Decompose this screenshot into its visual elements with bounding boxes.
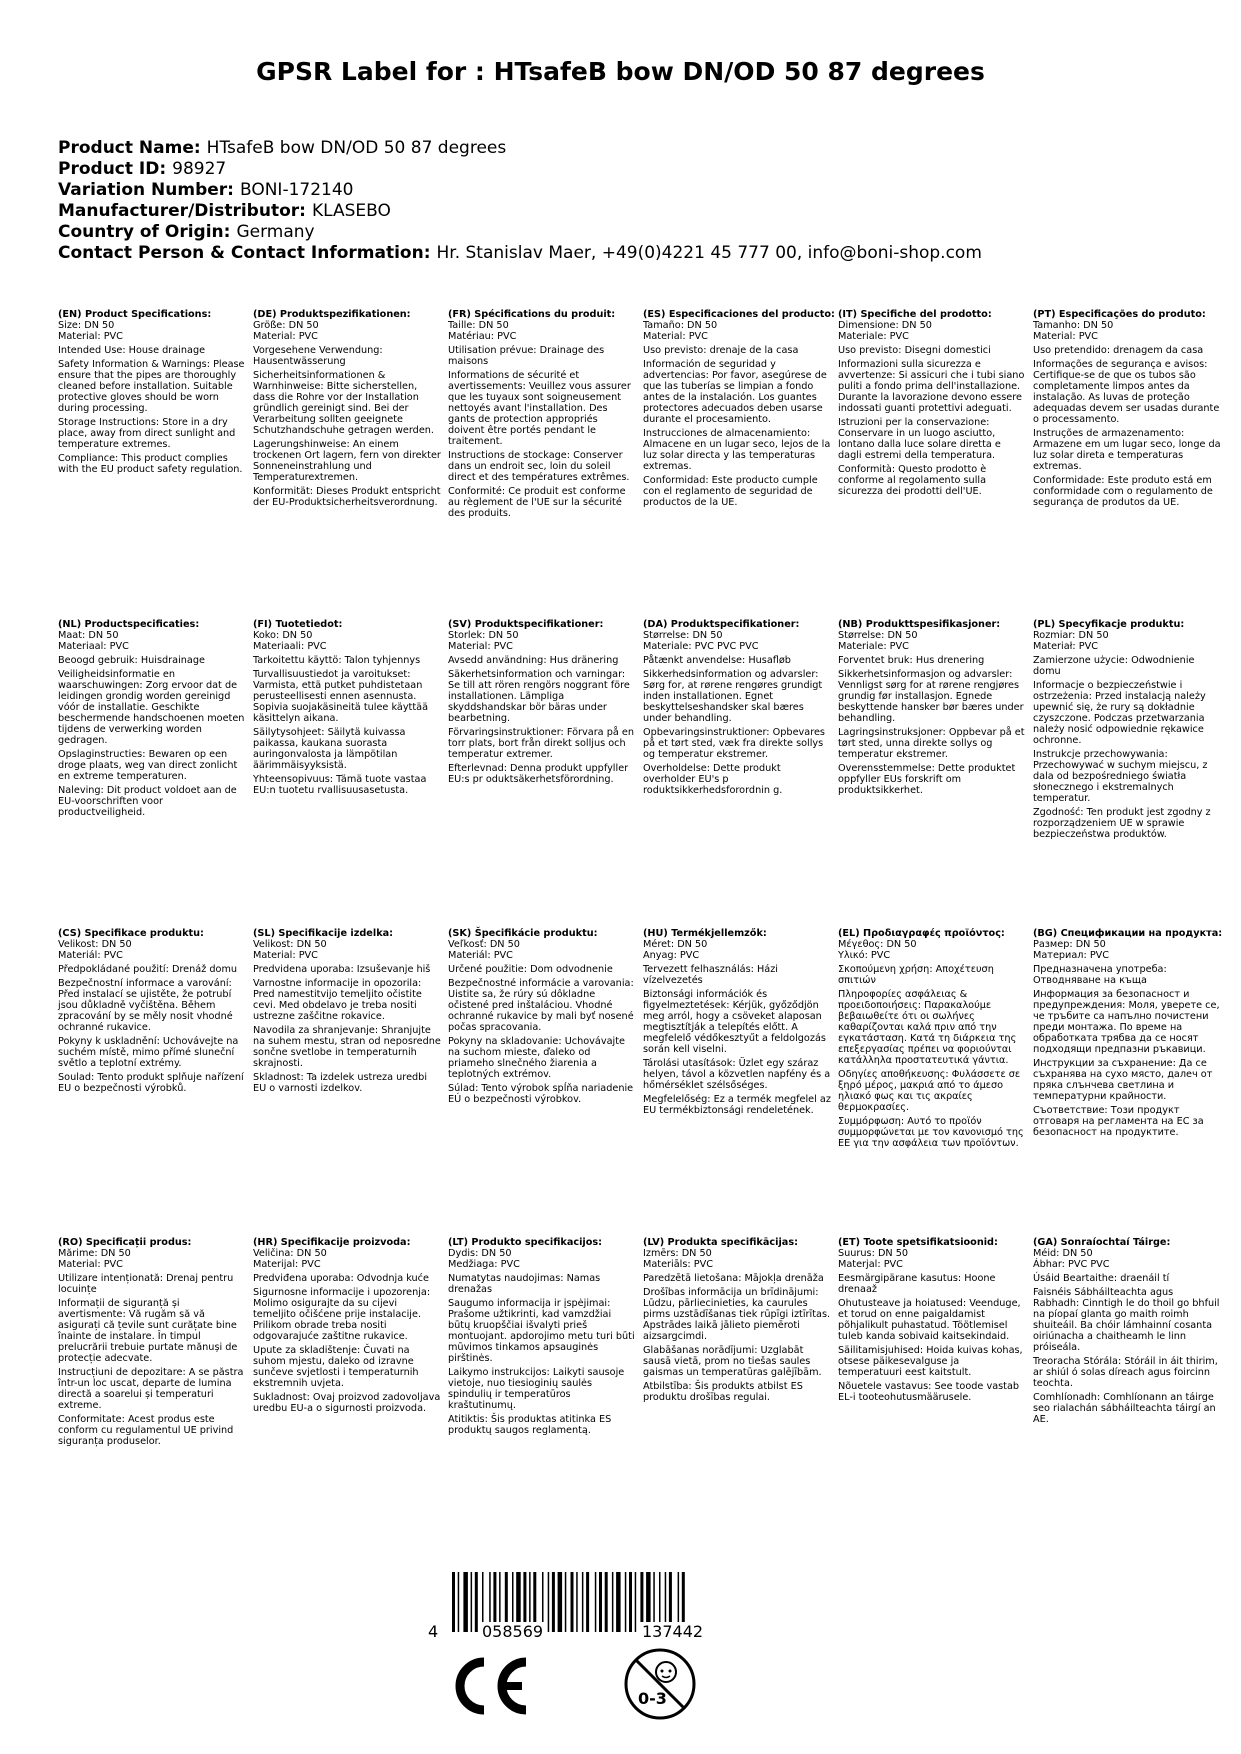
spec-line: Μέγεθος: DN 50: [838, 939, 917, 950]
spec-line: Eesmärgipärane kasutus: Hoone drenaaž: [838, 1273, 996, 1295]
spec-line: Materiale: PVC: [838, 641, 909, 652]
spec-section: [838, 928, 1026, 1149]
info-label: Variation Number:: [58, 180, 234, 200]
spec-line: Glabāšanas norādījumi: Uzglabāt sausā vietā, prom no tiešas saules gaismas un temperatūras galējībām.: [643, 1345, 822, 1378]
spec-line: Sigurnosne informacije i upozorenja: Molimo osigurajte da su cijevi temeljito očišćene prije instalacije. Prilikom obrade treba nositi odgovarajuće zaštitne rukavice.: [253, 1287, 431, 1342]
spec-line: Méret: DN 50: [643, 939, 708, 950]
spec-line: Atitiktis: Šis produktas atitinka ES produktų saugos reglamentą.: [448, 1414, 612, 1436]
spec-line: Materiał: PVC: [1033, 641, 1098, 652]
spec-line: Velikost: DN 50: [253, 939, 327, 950]
spec-line: Größe: DN 50: [253, 320, 319, 331]
spec-section: [448, 928, 636, 1105]
spec-section: [58, 1237, 246, 1447]
spec-line: Biztonsági információk és figyelmeztetések: Kérjük, győződjön meg arról, hogy a csöveket alaposan megtisztítják a telepítés előtt. A megfelelő védőkesztyűt a feldolgozás során kell viselni.: [643, 989, 826, 1055]
spec-line: Materjal: PVC: [838, 1259, 903, 1270]
spec-line: Koko: DN 50: [253, 630, 313, 641]
spec-section: [838, 1237, 1026, 1403]
spec-heading: (DE) Produktspezifikationen:: [253, 309, 411, 320]
spec-line: Overholdelse: Dette produkt overholder EU's p roduktsikkerhedsforordnin g.: [643, 763, 783, 796]
spec-line: Atbilstība: Šis produkts atbilst ES produktu drošības regulai.: [643, 1381, 803, 1403]
spec-line: Velikost: DN 50: [58, 939, 132, 950]
spec-line: Istruzioni per la conservazione: Conservare in un luogo asciutto, lontano dalla luce solare diretta e dagli estremi della temperatura.: [838, 417, 1001, 461]
spec-line: Bezpečnostné informácie a varovania: Uistite sa, že rúry sú dôkladne očistené pred inštaláciou. Vhodné ochranné rukavice by mali byť nosené počas spracovania.: [448, 978, 634, 1033]
spec-line: Sukladnost: Ovaj proizvod zadovoljava uredbu EU-a o sigurnosti proizvoda.: [253, 1392, 441, 1414]
spec-line: Bezpečnostní informace a varování: Před instalací se ujistěte, že potrubí jsou důkladně vyčištěna. Během zpracování by se měly nosit vhodné ochranné rukavice.: [58, 978, 233, 1033]
spec-line: Matériau: PVC: [448, 331, 517, 342]
spec-line: Upute za skladištenje: Čuvati na suhom mjestu, daleko od izravne sunčeve svjetlosti i temperaturnih ekstremnih uvjeta.: [253, 1345, 419, 1389]
spec-line: Opbevaringsinstruktioner: Opbevares på et tørt sted, væk fra direkte sollys og temperatur ekstremer.: [643, 727, 825, 760]
spec-line: Zgodność: Ten produkt jest zgodny z rozporządzeniem UE w sprawie bezpieczeństwa produktów.: [1033, 807, 1211, 840]
spec-line: Compliance: This product complies with the EU product safety regulation.: [58, 453, 243, 475]
spec-line: Drošības informācija un brīdinājumi: Lūdzu, pārliecinieties, ka caurules pirms uzstādīšanas tiek rūpīgi iztīrītas. Apstrādes laikā jālieto piemēroti aizsargcimdi.: [643, 1287, 831, 1342]
spec-line: Saugumo informacija ir įspėjimai: Prašome užtikrinti, kad vamzdžiai būtų kruopščiai išvalyti prieš montuojant. apdorojimo metu turi būti mūvimos tinkamos apsauginės pirštinės.: [448, 1298, 635, 1364]
spec-line: Varnostne informacije in opozorila: Pred namestitvijo temeljito očistite cevi. Med obdelavo je treba nositi ustrezne zaščitne rokavice.: [253, 978, 422, 1022]
spec-line: Material: PVC: [643, 331, 708, 342]
spec-section: [58, 928, 246, 1094]
info-row: [58, 138, 982, 159]
spec-line: Úsáid Beartaithe: draenáil tí: [1033, 1273, 1170, 1284]
spec-heading: (SL) Specifikacije izdelka:: [253, 928, 394, 939]
spec-section: [253, 1237, 441, 1414]
spec-section: [838, 309, 1026, 497]
spec-line: Veľkosť: DN 50: [448, 939, 520, 950]
spec-line: Předpokládané použití: Drenáž domu: [58, 964, 238, 975]
spec-section: [253, 928, 441, 1094]
spec-line: Uso previsto: Disegni domestici: [838, 345, 991, 356]
barcode-digit-group: 4: [428, 1622, 439, 1641]
spec-line: Informacje o bezpieczeństwie i ostrzeżenia: Przed instalacją należy upewnić się, że rury są dokładnie czyszczone. Podczas przetwarzania należy nosić odpowiednie rękawice ochronne.: [1033, 680, 1206, 746]
spec-heading: (RO) Specificații produs:: [58, 1237, 192, 1248]
spec-line: Material: PVC: [253, 950, 318, 961]
spec-line: Materiaali: PVC: [253, 641, 327, 652]
spec-line: Förvaringsinstruktioner: Förvara på en torr plats, bort från direkt solljus och temperatur extremer.: [448, 727, 634, 760]
spec-line: Storage Instructions: Store in a dry place, away from direct sunlight and temperature extremes.: [58, 417, 236, 450]
spec-line: Efterlevnad: Denna produkt uppfyller EU:s pr oduktsäkerhetsförordning.: [448, 763, 629, 785]
spec-line: Anyag: PVC: [643, 950, 700, 961]
spec-heading: (GA) Sonraíochtaí Táirge:: [1033, 1237, 1171, 1248]
spec-line: Dimensione: DN 50: [838, 320, 932, 331]
spec-line: Predvidena uporaba: Izsuševanje hiš: [253, 964, 431, 975]
barcode-digit-group: 058569: [482, 1622, 544, 1641]
spec-line: Forventet bruk: Hus drenering: [838, 655, 985, 666]
spec-line: Instruções de armazenamento: Armazene em um lugar seco, longe da luz solar direta e temperaturas extremas.: [1033, 428, 1221, 472]
spec-line: Beoogd gebruik: Huisdrainage: [58, 655, 205, 666]
spec-line: Størrelse: DN 50: [643, 630, 723, 641]
spec-line: Naleving: Dit product voldoet aan de EU-voorschriften voor productveiligheid.: [58, 785, 237, 818]
spec-line: Izmērs: DN 50: [643, 1248, 712, 1259]
spec-heading: (SK) Špecifikácie produktu:: [448, 928, 598, 939]
spec-line: Material: PVC: [58, 1259, 123, 1270]
spec-line: Určené použitie: Dom odvodnenie: [448, 964, 613, 975]
spec-line: Pokyny na skladovanie: Uchovávajte na suchom mieste, ďaleko od priameho slnečného žiarenia a teplotných extrémov.: [448, 1036, 625, 1080]
spec-heading: (EN) Product Specifications:: [58, 309, 212, 320]
spec-section: [58, 309, 246, 475]
spec-line: Sicherheitsinformationen & Warnhinweise: Bitte sicherstellen, dass die Rohre vor der Installation gründlich gereinigt sind. Bei der Verarbeitung sollten geeignete Schutzhandschuhe getragen werden.: [253, 370, 435, 436]
spec-line: Treoracha Stórála: Stóráil in áit thirim, ar shiúl ó solas díreach agus foircinn teochta.: [1033, 1356, 1218, 1389]
spec-line: Lagerungshinweise: An einem trockenen Ort lagern, fern von direkter Sonneneinstrahlung und Temperaturextremen.: [253, 439, 441, 483]
spec-line: Storlek: DN 50: [448, 630, 519, 641]
spec-line: Materiāls: PVC: [643, 1259, 713, 1270]
spec-heading: (FI) Tuotetiedot:: [253, 619, 343, 630]
spec-section: [643, 1237, 831, 1403]
spec-line: Material: PVC: [448, 641, 513, 652]
spec-line: Laikymo instrukcijos: Laikyti sausoje vietoje, nuo tiesioginių saulės spindulių ir temperatūros kraštutinumų.: [448, 1367, 625, 1411]
spec-heading: (NB) Produkttspesifikasjoner:: [838, 619, 1001, 630]
barcode-digits: [430, 1622, 755, 1644]
spec-line: Numatytas naudojimas: Namas drenažas: [448, 1273, 601, 1295]
spec-heading: (PL) Specyfikacje produktu:: [1033, 619, 1185, 630]
spec-line: Vorgesehene Verwendung: Hausentwässerung: [253, 345, 383, 367]
spec-line: Materiale: PVC PVC PVC: [643, 641, 759, 652]
spec-line: Material: PVC: [253, 331, 318, 342]
spec-line: Conformidade: Este produto está em conformidade com o regulamento de segurança de produtos da UE.: [1033, 475, 1213, 508]
page-title: GPSR Label for : HTsafeB bow DN/OD 50 87 degrees: [256, 57, 985, 86]
spec-line: Instrukcje przechowywania: Przechowywać w suchym miejscu, z dala od bezpośredniego światła słonecznego i ekstremalnych temperatur.: [1033, 749, 1208, 804]
spec-line: Navodila za shranjevanje: Shranjujte na suhem mestu, stran od neposredne sončne svetlobe in temperaturnih skrajnosti.: [253, 1025, 441, 1069]
info-value: BONI-172140: [239, 180, 354, 200]
info-label: Contact Person & Contact Information:: [58, 243, 431, 263]
spec-line: Megfelelőség: Ez a termék megfelel az EU termékbiztonsági rendeletének.: [643, 1094, 831, 1116]
spec-line: Materiál: PVC: [58, 950, 123, 961]
spec-heading: (LV) Produkta specifikācijas:: [643, 1237, 798, 1248]
spec-line: Conformità: Questo prodotto è conforme al regolamento sulla sicurezza dei prodotti dell'UE.: [838, 464, 987, 497]
spec-line: Medžiaga: PVC: [448, 1259, 520, 1270]
info-row: [58, 201, 982, 222]
spec-line: Súlad: Tento výrobok spĺňa nariadenie EÚ o bezpečnosti výrobkov.: [448, 1083, 634, 1105]
spec-heading: (PT) Especificações do produto:: [1033, 309, 1206, 320]
spec-heading: (DA) Produktspecifikationer:: [643, 619, 800, 630]
ce-mark-icon: [450, 1656, 532, 1716]
spec-line: Overensstemmelse: Dette produktet oppfyller EUs forskrift om produktsikkerhet.: [838, 763, 1016, 796]
spec-line: Rozmiar: DN 50: [1033, 630, 1109, 641]
spec-line: Съответствие: Този продукт отговаря на регламента на ЕС за безопасност на продуктите.: [1033, 1105, 1204, 1138]
info-value: KLASEBO: [311, 201, 391, 221]
spec-line: Tamanho: DN 50: [1033, 320, 1114, 331]
spec-heading: (CS) Specifikace produktu:: [58, 928, 204, 939]
spec-line: Material: PVC: [58, 331, 123, 342]
spec-section: [1033, 309, 1221, 508]
product-info: [58, 138, 982, 264]
spec-line: Maat: DN 50: [58, 630, 119, 641]
info-value: Germany: [236, 222, 315, 242]
spec-heading: (ES) Especificaciones del producto:: [643, 309, 835, 320]
spec-line: Informations de sécurité et avertissements: Veuillez vous assurer que les tuyaux sont soigneusement nettoyés avant l'installation. Des gants de protection appropriés doivent être portés pendant le traitement.: [448, 370, 631, 447]
spec-line: Veiligheidsinformatie en waarschuwingen: Zorg ervoor dat de leidingen grondig worden gereinigd vóór de installatie. Geschikte beschermende handschoenen moeten tijdens de verwerking worden gedragen.: [58, 669, 245, 746]
spec-section: [448, 309, 636, 519]
age-label: 0-3: [638, 1689, 667, 1708]
spec-line: Ohutusteave ja hoiatused: Veenduge, et torud on enne paigaldamist põhjalikult puhastatud. Töötlemisel tuleb kanda sobivaid kaitsekindaid.: [838, 1298, 1021, 1342]
spec-section: [838, 619, 1026, 796]
spec-line: Informazioni sulla sicurezza e avvertenze: Si assicuri che i tubi siano puliti a fondo prima dell'installazione. Durante la lavorazione devono essere indossati guanti protettivi adeguati.: [838, 359, 1025, 414]
spec-line: Materiál: PVC: [448, 950, 513, 961]
spec-line: Dydis: DN 50: [448, 1248, 512, 1259]
spec-line: Инструкции за съхранение: Да се съхранява на сухо място, далеч от пряка слънчева светлина и температурни крайности.: [1033, 1058, 1213, 1102]
spec-line: Lagringsinstruksjoner: Oppbevar på et tørt sted, unna direkte sollys og temperatur ekstremer.: [838, 727, 1025, 760]
spec-line: Påtænkt anvendelse: Husafløb: [643, 655, 791, 666]
spec-line: Veličina: DN 50: [253, 1248, 327, 1259]
spec-heading: (HU) Termékjellemzők:: [643, 928, 767, 939]
spec-line: Säkerhetsinformation och varningar: Se till att rören rengörs noggrant före installationen. Lämpliga skyddshandskar bör bäras under bearbetning.: [448, 669, 630, 724]
spec-heading: (BG) Спецификации на продукта:: [1033, 928, 1223, 939]
spec-line: Tarkoitettu käyttö: Talon tyhjennys: [253, 655, 421, 666]
spec-line: Υλικό: PVC: [838, 950, 891, 961]
spec-heading: (HR) Specifikacije proizvoda:: [253, 1237, 411, 1248]
spec-line: Konformität: Dieses Produkt entspricht der EU-Produktsicherheitsverordnung.: [253, 486, 441, 508]
spec-line: Размер: DN 50: [1033, 939, 1106, 950]
info-label: Manufacturer/Distributor:: [58, 201, 306, 221]
spec-line: Skladnost: Ta izdelek ustreza uredbi EU o varnosti izdelkov.: [253, 1072, 428, 1094]
info-row: [58, 159, 982, 180]
spec-line: Soulad: Tento produkt splňuje nařízení EU o bezpečnosti výrobků.: [58, 1072, 244, 1094]
spec-line: Informații de siguranță și avertismente: Vă rugăm să vă asigurați că țevile sunt curățate bine înainte de instalare. În timpul prelucrării trebuie purtate mănuși de protecție adecvate.: [58, 1298, 238, 1364]
spec-line: Nõuetele vastavus: See toode vastab EL-i tooteohutusmäärusele.: [838, 1381, 1020, 1403]
spec-line: Utilizare intenționată: Drenaj pentru locuințe: [58, 1273, 234, 1295]
spec-line: Materiale: PVC: [838, 331, 909, 342]
info-row: [58, 180, 982, 201]
spec-line: Materiaal: PVC: [58, 641, 129, 652]
info-label: Country of Origin:: [58, 222, 231, 242]
spec-section: [58, 619, 246, 818]
spec-heading: (LT) Produkto specifikacijos:: [448, 1237, 603, 1248]
spec-section: [643, 309, 835, 508]
spec-line: Pokyny k uskladnění: Uchovávejte na suchém místě, mimo přímé sluneční světlo a teplotní extrémy.: [58, 1036, 239, 1069]
spec-line: Mărime: DN 50: [58, 1248, 131, 1259]
spec-line: Turvallisuustiedot ja varoitukset: Varmista, että putket puhdistetaan perusteellisesti ennen asennusta. Sopivia suojakäsineitä tulee käyttää käsittelyn aikana.: [253, 669, 429, 724]
info-label: Product Name:: [58, 138, 201, 158]
spec-line: Säilitamisjuhised: Hoida kuivas kohas, otsese päikesevalguse ja temperatuuri eest kaitstult.: [838, 1345, 1023, 1378]
spec-line: Faisnéis Sábháilteachta agus Rabhadh: Cinntigh le do thoil go bhfuil na píopaí glanta go maith roimh shuiteáil. Ba chóir lámhainní cosanta oiriúnacha a chaitheamh le linn próiseála.: [1033, 1287, 1220, 1353]
spec-line: Uso previsto: drenaje de la casa: [643, 345, 799, 356]
barcode-digit-group: 137442: [642, 1622, 704, 1641]
spec-line: Συμμόρφωση: Αυτό το προϊόν συμμορφώνεται με τον κανονισμό της ΕΕ για την ασφάλεια των προϊόντων.: [838, 1116, 1024, 1149]
spec-line: Safety Information & Warnings: Please ensure that the pipes are thoroughly cleaned before installation. Suitable protective gloves should be worn during processing.: [58, 359, 245, 414]
spec-line: Tamaño: DN 50: [643, 320, 718, 331]
spec-section: [253, 309, 441, 508]
spec-line: Instrucciones de almacenamiento: Almacene en un lugar seco, lejos de la luz solar directa y las temperaturas extremas.: [643, 428, 831, 472]
info-value: Hr. Stanislav Maer, +49(0)4221 45 777 00, info@boni-shop.com: [436, 243, 982, 263]
spec-line: Conformitate: Acest produs este conform cu regulamentul UE privind siguranța produselor.: [58, 1414, 234, 1447]
spec-line: Πληροφορίες ασφάλειας & προειδοποιήσεις: Παρακαλούμε βεβαιωθείτε ότι οι σωλήνες καθαρίζονται καλά πριν από την εγκατάσταση. Κατά τη διάρκεια της επεξεργασίας πρέπει να φοριούνται κατάλληλα προστατευτικά γάντια.: [838, 989, 1017, 1066]
spec-heading: (ET) Toote spetsifikatsioonid:: [838, 1237, 998, 1248]
not-for-age-0-3-icon: [622, 1646, 698, 1722]
spec-line: Méid: DN 50: [1033, 1248, 1093, 1259]
spec-line: Intended Use: House drainage: [58, 345, 206, 356]
info-value: 98927: [172, 159, 227, 179]
spec-line: Suurus: DN 50: [838, 1248, 909, 1259]
spec-line: Paredzētā lietošana: Mājokļa drenāža: [643, 1273, 824, 1284]
spec-line: Instructions de stockage: Conserver dans un endroit sec, loin du soleil direct et des températures extrêmes.: [448, 450, 630, 483]
spec-section: [1033, 928, 1221, 1138]
spec-section: [643, 928, 831, 1116]
info-row: [58, 222, 982, 243]
spec-line: Avsedd användning: Hus dränering: [448, 655, 619, 666]
spec-line: Material: PVC: [1033, 331, 1098, 342]
spec-line: Zamierzone użycie: Odwodnienie domu: [1033, 655, 1195, 677]
info-label: Product ID:: [58, 159, 167, 179]
spec-line: Información de seguridad y advertencias: Por favor, asegúrese de que las tuberías se limpian a fondo antes de la instalación. Los guantes protectores adecuados deben usarse durante el procesamiento.: [643, 359, 827, 425]
spec-line: Conformidad: Este producto cumple con el reglamento de seguridad de productos de la UE.: [643, 475, 818, 508]
spec-section: [1033, 619, 1221, 840]
spec-line: Uso pretendido: drenagem da casa: [1033, 345, 1204, 356]
spec-line: Säilytysohjeet: Säilytä kuivassa paikassa, kaukana suorasta auringonvalosta ja lämpötilan äärimmäisyyksistä.: [253, 727, 406, 771]
spec-line: Sikkerhedsinformation og advarsler: Sørg for, at rørene rengøres grundigt inden installationen. Egnet beskyttelseshandsker skal bæres under behandling.: [643, 669, 823, 724]
spec-line: Информация за безопасност и предупреждения: Моля, уверете се, че тръбите са напълно почистени преди монтажа. По време на обработката трябва да се носят подходящи предпазни ръкавици.: [1033, 989, 1220, 1055]
spec-line: Opslaginstructies: Bewaren op een droge plaats, weg van direct zonlicht en extreme temperaturen.: [58, 749, 238, 782]
spec-line: Taille: DN 50: [448, 320, 509, 331]
spec-section: [1033, 1237, 1221, 1425]
spec-section: [253, 619, 441, 796]
spec-line: Предназначена употреба: Отводняване на къща: [1033, 964, 1167, 986]
spec-line: Size: DN 50: [58, 320, 115, 331]
info-row: [58, 243, 982, 264]
spec-line: Informações de segurança e avisos: Certifique-se de que os tubos são completamente limpos antes da instalação. As luvas de proteção adequadas devem ser usadas durante o processamento.: [1033, 359, 1220, 425]
info-value: HTsafeB bow DN/OD 50 87 degrees: [206, 138, 507, 158]
spec-line: Tárolási utasítások: Üzlet egy száraz helyen, távol a közvetlen napfény és a hőmérséklet szélsőséges.: [643, 1058, 831, 1091]
spec-section: [643, 619, 831, 796]
spec-line: Tervezett felhasználás: Házi vízelvezetés: [643, 964, 778, 986]
spec-line: Ábhar: PVC PVC: [1033, 1259, 1110, 1270]
spec-line: Conformité: Ce produit est conforme au règlement de l'UE sur la sécurité des produits.: [448, 486, 626, 519]
spec-line: Predviđena uporaba: Odvodnja kuće: [253, 1273, 429, 1284]
spec-heading: (EL) Προδιαγραφές προϊόντος:: [838, 928, 1005, 939]
spec-line: Størrelse: DN 50: [838, 630, 918, 641]
spec-line: Материал: PVC: [1033, 950, 1110, 961]
spec-line: Sikkerhetsinformasjon og advarsler: Vennligst sørg for at rørene rengjøres grundig før installasjon. Egnede beskyttende hansker bør bæres under behandling.: [838, 669, 1024, 724]
spec-section: [448, 1237, 636, 1436]
spec-line: Σκοπούμενη χρήση: Αποχέτευση σπιτιών: [838, 964, 994, 986]
spec-line: Instrucțiuni de depozitare: A se păstra într-un loc uscat, departe de lumina directă a soarelui și temperaturi extreme.: [58, 1367, 244, 1411]
spec-line: Utilisation prévue: Drainage des maisons: [448, 345, 605, 367]
spec-heading: (NL) Productspecificaties:: [58, 619, 200, 630]
spec-heading: (SV) Produktspecifikationer:: [448, 619, 604, 630]
spec-line: Comhlíonadh: Comhlíonann an táirge seo rialachán sábháilteachta táirgí an AE.: [1033, 1392, 1216, 1425]
spec-line: Οδηγίες αποθήκευσης: Φυλάσσετε σε ξηρό μέρος, μακριά από το άμεσο ηλιακό φως και τις ακραίες θερμοκρασίες.: [838, 1069, 1021, 1113]
spec-line: Yhteensopivuus: Tämä tuote vastaa EU:n tuotetu rvallisuusasetusta.: [253, 774, 427, 796]
spec-heading: (FR) Spécifications du produit:: [448, 309, 616, 320]
spec-section: [448, 619, 636, 785]
spec-heading: (IT) Specifiche del prodotto:: [838, 309, 992, 320]
spec-line: Materijal: PVC: [253, 1259, 321, 1270]
